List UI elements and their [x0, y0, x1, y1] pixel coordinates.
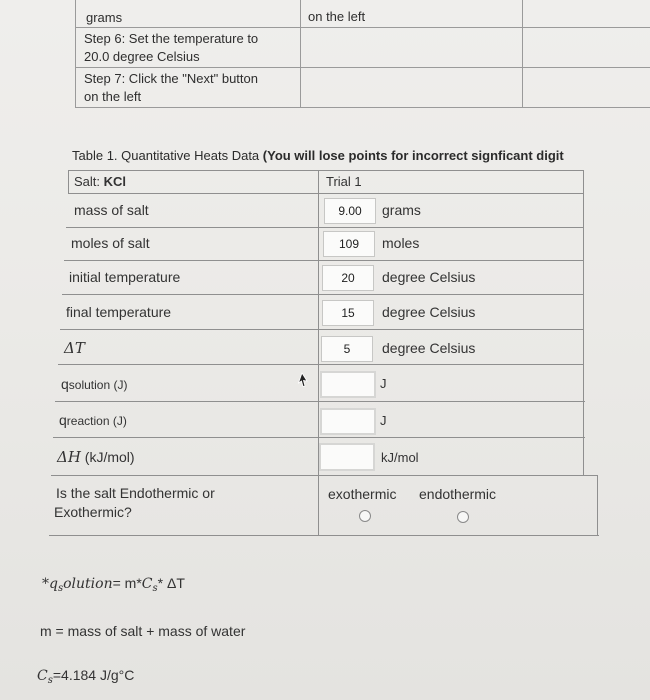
final-temp-input[interactable]: 15 [322, 300, 374, 326]
caption-prefix: Table 1. Quantitative Heats Data [72, 148, 263, 163]
delta-t-unit: degree Celsius [382, 340, 476, 356]
initial-temp-input[interactable]: 20 [322, 265, 374, 291]
row-label-q-reaction: qreaction (J) [59, 412, 127, 428]
step7-line1: Step 7: Click the "Next" button [84, 71, 258, 86]
mouse-cursor-icon [296, 372, 310, 388]
endothermic-radio[interactable] [457, 511, 469, 523]
mass-unit: grams [382, 202, 421, 218]
specific-heat-value: $C_s=4.184$ J/g°C [37, 667, 135, 686]
q-reaction-input[interactable] [320, 408, 376, 435]
row-label-initial-temp: initial temperature [69, 269, 181, 285]
step5-partial [84, 0, 248, 1]
delta-h-input[interactable] [319, 443, 375, 471]
step12-on-the-left: on the left [308, 9, 366, 24]
mass-input[interactable]: 9.00 [324, 198, 376, 224]
moles-input[interactable]: 109 [323, 231, 375, 257]
q-reaction-unit: J [380, 413, 387, 428]
salt-label: Salt: KCl [74, 174, 127, 189]
step6-line2: 20.0 degree Celsius [84, 49, 200, 64]
question-line1: Is the salt Endothermic or [56, 485, 215, 501]
table-caption [72, 148, 564, 163]
question-line2: Exothermic? [54, 504, 132, 520]
q-solution-unit: J [380, 376, 387, 391]
steps-table-divider [522, 0, 523, 107]
steps-table [75, 0, 650, 108]
steps-table-row-line [76, 27, 650, 28]
caption-warning: (You will lose points for incorrect signficant digit [262, 148, 564, 163]
row-label-final-temp: final temperature [66, 304, 172, 320]
row-label-moles: moles of salt [71, 235, 150, 251]
final-temp-unit: degree Celsius [382, 304, 476, 320]
steps-table-row-line [76, 67, 650, 68]
step5-grams: grams [86, 10, 123, 25]
initial-temp-unit: degree Celsius [382, 269, 476, 285]
steps-table-divider [300, 0, 301, 107]
delta-t-input[interactable]: 5 [321, 336, 373, 362]
moles-unit: moles [382, 235, 420, 251]
q-solution-input[interactable] [320, 371, 376, 398]
trial-header: Trial 1 [326, 174, 362, 189]
q-solution-formula: $*q_solution= m*C_s*$ ΔT [42, 575, 185, 594]
mass-definition: m = mass of salt + mass of water [40, 623, 246, 639]
step6-line1: Step 6: Set the temperature to [84, 31, 259, 46]
delta-h-unit: kJ/mol [381, 450, 419, 465]
option-exothermic-label: exothermic [328, 486, 397, 502]
row-label-delta-h: ΔH (kJ/mol) [57, 448, 135, 466]
step7-line2: on the left [84, 89, 142, 104]
row-label-q-solution: qsolution (J) [61, 376, 128, 392]
exothermic-radio[interactable] [359, 510, 371, 522]
salt-name: KCl [103, 174, 127, 189]
step12-partial [308, 0, 489, 1]
row-label-delta-t: ΔT [64, 339, 85, 357]
row-label-mass: mass of salt [74, 202, 149, 218]
option-endothermic-label: endothermic [419, 486, 497, 502]
